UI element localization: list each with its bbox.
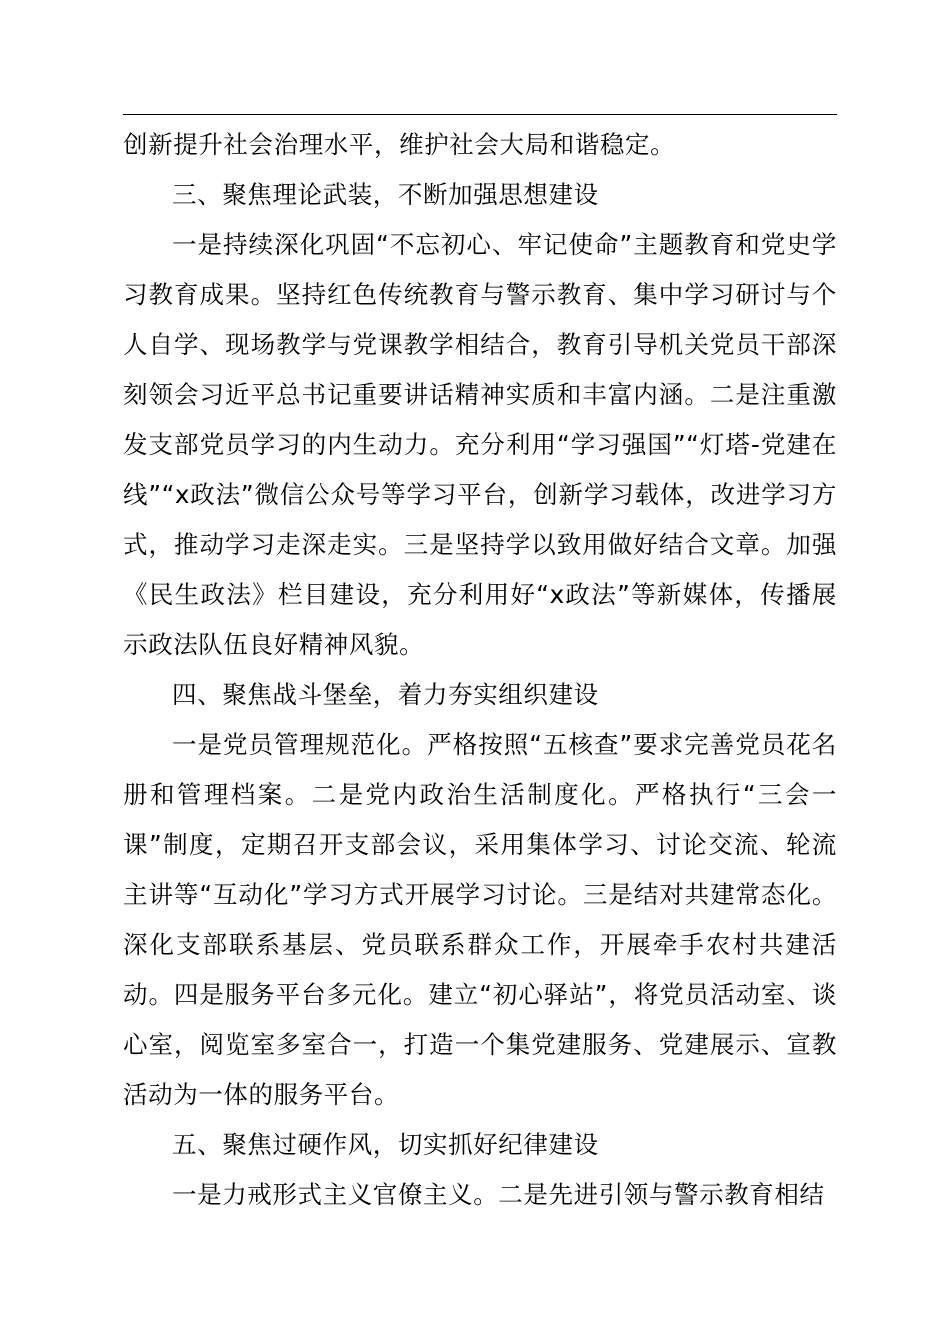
paragraph-organization: 一是党员管理规范化。严格按照“五核查”要求完善党员花名册和管理档案。二是党内政治生活制度化。严格执行“三会一课”制度，定期召开支部会议，采用集体学习、讨论交流、轮流主讲等“互动化”学习方式开展学习讨论。三是结对共建常态化。深化支部联系基层、党员联系群众工作，开展牵手农村共建活动。四是服务平台多元化。建立“初心驿站”，将党员活动室、谈心室，阅览室多室合一，打造一个集党建服务、党建展示、宣教活动为一体的服务平台。 [123,730,837,1109]
paragraph-discipline: 一是力戒形式主义官僚主义。二是先进引领与警示教育相结 [172,1180,825,1209]
header-rule [123,114,837,115]
paragraph-theory-study: 一是持续深化巩固“不忘初心、牢记使命”主题教育和党史学习教育成果。坚持红色传统教育与警示教育、集中学习研讨与个人自学、现场教学与党课教学相结合，教育引导机关党员干部深刻领会习近平总书记重要讲话精神实质和丰富内涵。二是注重激发支部党员学习的内生动力。充分利用“学习强国”“灯塔-党建在线”“x政法”微信公众号等学习平台，创新学习载体，改进学习方式，推动学习走深走实。三是坚持学以致用做好结合文章。加强《民生政法》栏目建设，充分利用好“x政法”等新媒体，传播展示政法队伍良好精神风貌。 [123,230,837,659]
section-heading-3: 三、聚焦理论武装，不断加强思想建设 [172,180,599,209]
paragraph-continuation: 创新提升社会治理水平，维护社会大局和谐稳定。 [123,130,676,159]
section-heading-4: 四、聚焦战斗堡垒，着力夯实组织建设 [172,680,599,709]
section-heading-5: 五、聚焦过硬作风，切实抓好纪律建设 [172,1130,599,1159]
document-body [123,120,837,1220]
